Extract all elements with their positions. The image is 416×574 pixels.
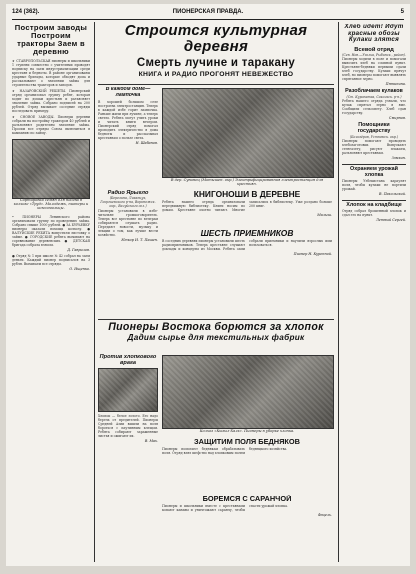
right-section-3-subtitle: (Белозёров, Устюжск. окр.) xyxy=(349,134,399,139)
east-banner xyxy=(98,322,334,352)
left-body-5: ● Отряд № 1 при школе № 42 собрал на заем деньги. Каждый пионер подписался на 3 рубля. Вызываем все отряды. xyxy=(12,253,90,266)
six-receivers-title: ШЕСТЬ ПРИЕМНИКОВ xyxy=(200,229,294,238)
sub-headline: Смерть лучине и таракану xyxy=(136,56,296,69)
east-subheadline: Дадим сырье для текстильных фабрик xyxy=(127,333,305,343)
east-headline: Пионеры Востока борются за хлопок xyxy=(108,322,324,333)
column-divider xyxy=(94,22,95,562)
right-signature-4: В. Пахольский. xyxy=(379,191,406,196)
pest-story-title: Против хлопкового врага xyxy=(99,354,157,367)
six-receivers-body: В соседних деревнях пионеры установили шесть радиоприемников. Теперь крестьяне слушают доклады и концерты из Москвы. Ребята сами собрали приемники и научили взрослых ими пользоваться. xyxy=(162,239,332,252)
lamp-story xyxy=(98,87,158,187)
left-photo-caption: Сортировка семян для посева в колхозе «Труд». Молодежь, пионеры и комсомольцы. xyxy=(13,197,89,211)
right-headline: Хлеб идет! Идут красные обозы Кулаки злятся xyxy=(344,24,404,43)
lamp-story-signature: Н. Шабанов. xyxy=(135,141,158,146)
left-photo-block xyxy=(12,139,90,209)
left-body-3: ★ СНОВОЕ ЗАВОДЫ. Пионеры деревни собрали на постройку тракторов 40 рублей и разъясняют родителям значение займа. Просим все отряды Союза включиться в кампанию по займу. xyxy=(12,114,90,135)
radio-story xyxy=(98,190,158,288)
pest-photo xyxy=(98,368,158,412)
right-signature-3: Зэмкин. xyxy=(391,155,406,160)
right-section-5-body: Отряд собрал брошенный хлопок и сдал его на пункт. xyxy=(342,208,406,217)
right-section-3-title: Помощники государству xyxy=(357,121,391,134)
books-story xyxy=(162,190,332,226)
radio-story-body: Пионеры установили в избе-читальне громкоговоритель. Теперь все крестьяне по вечерам собираются слушать радио. Передают новости, музыку и лекции о том, как лучше вести хозяйство. xyxy=(98,209,158,238)
left-body-4: • ПИОНЕРЫ Ленинского района организовали группу по проведению займа. Собрано свыше 1000 рублей. ● ЗА БУРЬЕВКУ пионеры оказали помощь колхозу. ● ВАЛУЙСКИЕ РЕБЯТА выпустили листовку о займе. ● ГОРОДСКИЕ ребята вызывают на соревнование деревенских. ● ДЕТСКАЯ бригада собрала взносы. xyxy=(12,214,90,247)
third-headline: КНИГА И РАДИО ПРОГОНЯТ НЕВЕЖЕСТВО xyxy=(138,70,294,78)
right-section-2-title: Разоблачаем кулаков xyxy=(345,87,403,94)
books-story-body: Ребята нашего отряда организовали передвижную библиотеку. Книги носим по домам. Крестьяне охотно читают. Многие записались в библиотеку. Уже роздано больше 200 книг. xyxy=(162,200,332,213)
six-receivers-story xyxy=(162,229,332,291)
right-section-2-subtitle: (Ст. Куропатка, Сокольск. р-н.) xyxy=(346,94,402,99)
banner-rule xyxy=(98,84,334,85)
issue-number: 124 (362). xyxy=(12,9,40,15)
pest-story xyxy=(98,354,158,562)
right-section-1-title: Всевой отряд xyxy=(354,46,394,53)
right-section-3-body: Пионеры помогают проводить хлебозаготовки. Выпускают стенгазету, рисуют плакаты, разъясняют крестьянам. xyxy=(342,138,406,155)
lamp-story-title: В каждом доме— лампочка xyxy=(105,87,151,98)
right-section-1-subtitle: (Сев. Нов.—Уголка, Рыбинск., район). xyxy=(342,52,406,57)
east-rule xyxy=(98,319,334,320)
books-story-title: КНИГОНОШИ В ДЕРЕВНЕ xyxy=(193,190,301,199)
cotton-photo-caption: Колхоз «Кызыл-Халк». Пионеры в уборке хлопка. xyxy=(199,429,295,433)
lamp-story-body: В хорошей большом селе построена электростанция. Теперь в каждой избе горит лампочка. Раньше жили при лучине, а теперь светло. Ребята могут учить уроки и читать книги вечером. Пионерский отряд помогал проводить электричество в дома бедноты и рассказывал крестьянам о пользе света. xyxy=(98,100,158,141)
main-headline: Строится культурная деревня xyxy=(124,23,308,55)
six-receivers-signature: Пионер Н. Куренной. xyxy=(293,252,332,257)
page-number: 5 xyxy=(400,9,404,15)
left-column xyxy=(12,24,90,562)
right-column xyxy=(342,24,406,562)
right-signature-5: Летный Сергей. xyxy=(375,217,406,222)
left-signature-2: О. Ищенко. xyxy=(69,266,90,271)
cotton-harvest-photo xyxy=(162,355,334,429)
right-signature-1: Пятинина. xyxy=(385,81,406,86)
books-story-signature: Малыш. xyxy=(317,213,332,218)
right-section-2-body: Ребята нашего отряда узнали, что кулак спрятал зерно в яме. Сообщили сельсовету. Хлеб сдан государству. xyxy=(342,98,406,115)
right-section-5-title: Хлопок на кладбище xyxy=(342,200,406,209)
newspaper-title: ПИОНЕРСКАЯ ПРАВДА. xyxy=(172,9,244,15)
electrification-photo-caption: В дер. Сувинец (Мотышен. окр.) Электрифицированная электростанция для крестьян. xyxy=(170,178,324,187)
right-signature-2: Смирнов. xyxy=(388,115,406,120)
pest-story-signature: В. Мах. xyxy=(144,439,158,444)
center-banner xyxy=(98,23,334,83)
left-signature-1: Д. Гаврилов. xyxy=(67,247,90,252)
defend-story-body: Пионеры помогают беднякам обрабатывать поля. Отряд взял шефство над хлопковым полем бедняцкого хозяйства. xyxy=(162,447,288,456)
left-headline: Построим заводы Построим тракторы Заем в деревню xyxy=(14,24,88,56)
defend-story xyxy=(162,438,332,494)
radio-story-signature: Юнкор И. Т. Пашен. xyxy=(121,238,158,243)
radio-story-title: Радио Ярыгло xyxy=(107,190,149,196)
right-section-4-title: Охраняем урожай хлопка xyxy=(342,164,406,179)
radio-story-subtitle: (Березина, Лиханцух, Георгиевского р-на, Воронежск. окр., Валуйского сел.) xyxy=(100,196,156,209)
newspaper-page xyxy=(6,4,410,566)
right-section-4-body: Пионеры Узбекистана караулят поля, чтобы кулаки не портили урожай. xyxy=(342,178,406,191)
masthead xyxy=(12,8,404,20)
defend-story-title: ЗАЩИТИМ ПОЛЯ БЕДНЯКОВ xyxy=(193,438,301,446)
electrification-photo xyxy=(162,88,334,178)
left-body-2: ★ НАЗАРОВСКИЙ РЕШЕТЫ. Пионерский отряд организовал группу ребят, которая ходит по домам крестьян и разъясняет значение займа. Собрано подписей на 200 рублей. Отряд вызывает соседние отряды последовать примеру. xyxy=(12,88,90,113)
seed-sorting-photo xyxy=(12,139,90,199)
left-body-1: ★ СТАВРОПОЛЬСКАЯ пионеры и школьники 1 ступени совместно с учителями проводят подписку на заем индустриализации среди крестьян и бедноты. В районе организованы ударные бригады, которые обходят дома и рассказывают о значении займа для строительства тракторов и заводов. xyxy=(12,58,90,87)
locust-story xyxy=(162,495,332,561)
column-divider-right xyxy=(338,22,339,562)
locust-story-body: Пионеры и школьники вместе с крестьянами копают канавы и уничтожают саранчу, чтобы спасти урожай хлопка. xyxy=(162,504,289,513)
right-section-1-body: Пионеры ходили в поле и помогали вывозить хлеб на ссыпной пункт. Крестьяне-бедняки первыми сдали хлеб государству. Кулаки прячут хлеб, но пионеры помогают выявлять спрятанное зерно. xyxy=(342,56,406,81)
locust-story-title: БОРЕМСЯ С САРАНЧОЙ xyxy=(202,495,292,503)
pest-story-body: Хлопок — белое золото. Его надо беречь от вредителей. Пионеры Средней Азии вышли на поля бороться с паутинным клещом. Ребята собирают зараженные листья и сжигают их. xyxy=(98,414,158,439)
locust-story-signature: Фэцель. xyxy=(317,513,332,518)
